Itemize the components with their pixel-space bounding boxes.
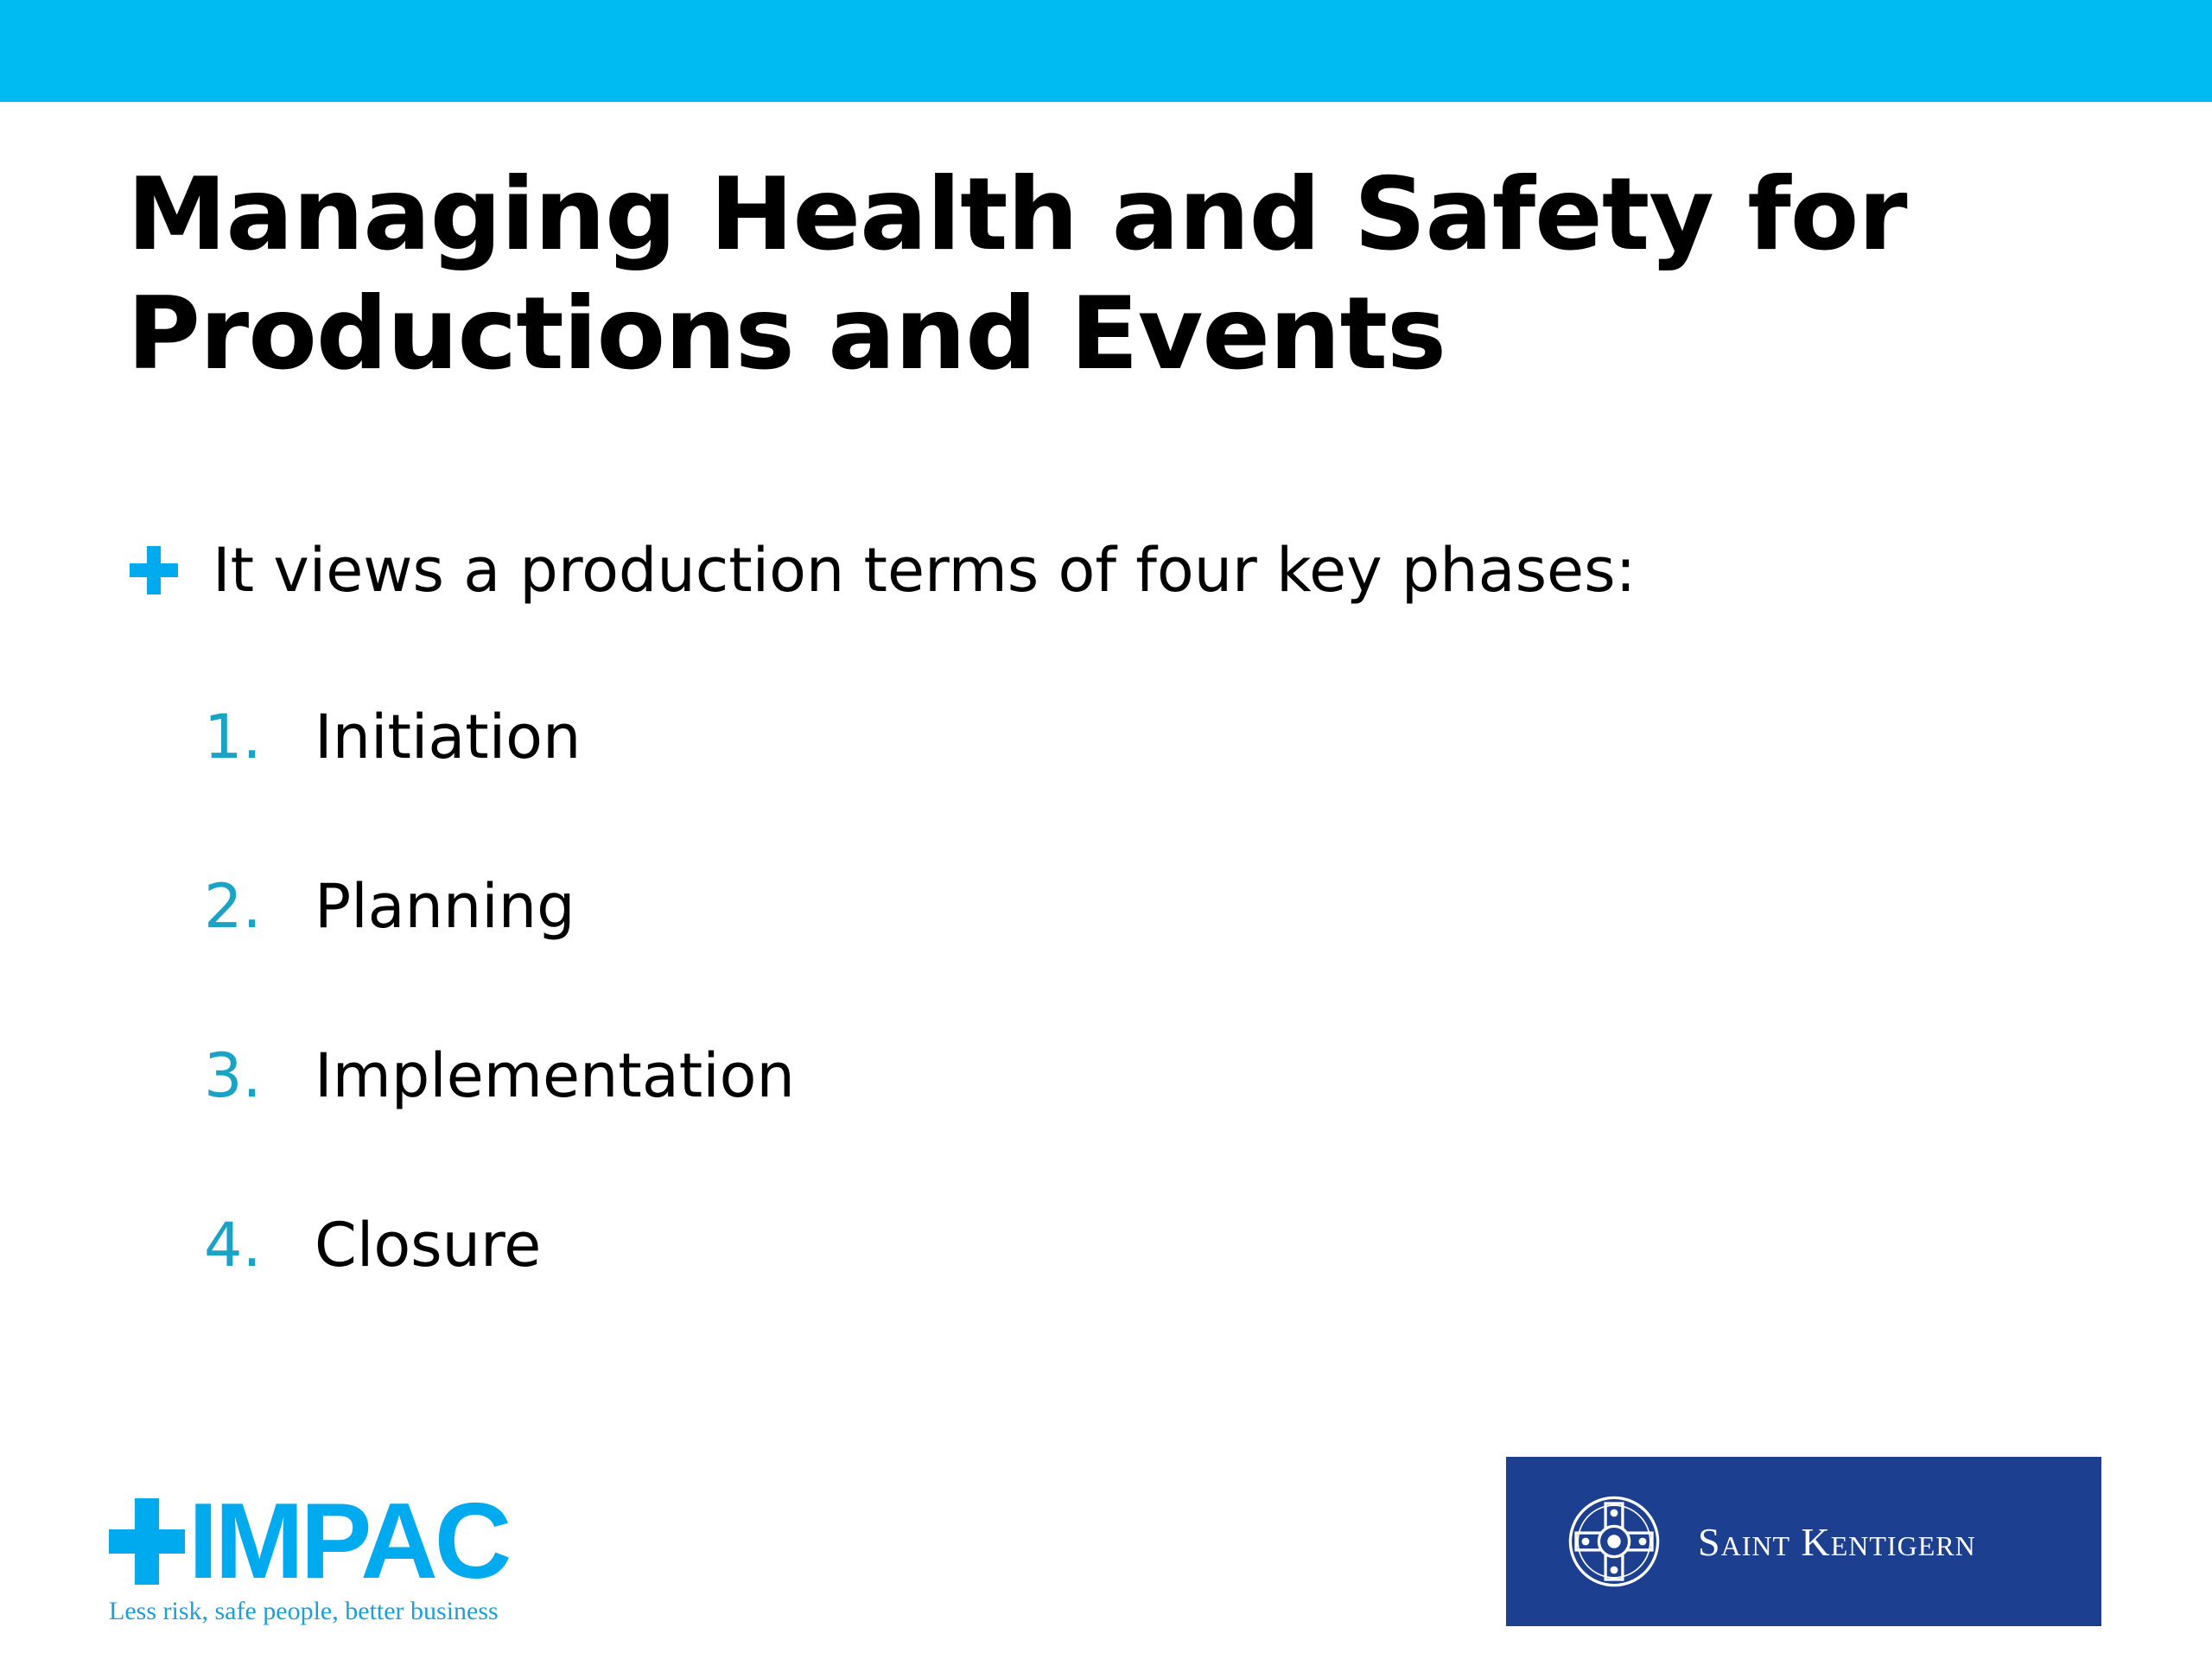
phase-label: Initiation [315, 702, 582, 772]
phase-label: Planning [315, 871, 575, 942]
impac-tagline: Less risk, safe people, better business [109, 1597, 499, 1625]
impac-word: IMPAC [188, 1482, 509, 1601]
plus-bullet-icon [130, 546, 178, 594]
list-item [204, 1199, 795, 1369]
impac-logo [109, 1482, 558, 1626]
impac-wordmark [109, 1482, 558, 1601]
intro-bullet [130, 527, 1636, 613]
top-accent-bar [0, 0, 2212, 102]
slide-title: Managing Health and Safety for Productions and Events [127, 156, 1907, 392]
intro-text: It views a production terms of four key phases: [213, 535, 1637, 606]
saint-kentigern-name: Saint Kentigern [1698, 1519, 1976, 1564]
list-item [204, 861, 795, 1030]
celtic-cross-crest-icon [1567, 1494, 1662, 1589]
phase-list [204, 691, 795, 1369]
phase-number: 2. [204, 871, 262, 942]
list-item [204, 1030, 795, 1199]
phase-number: 3. [204, 1040, 262, 1111]
phase-label: Implementation [315, 1040, 795, 1111]
list-item [204, 691, 795, 861]
phase-number: 1. [204, 702, 262, 772]
phase-number: 4. [204, 1210, 262, 1281]
saint-kentigern-logo [1506, 1457, 2101, 1626]
impac-plus-icon [109, 1498, 185, 1585]
phase-label: Closure [315, 1210, 542, 1281]
